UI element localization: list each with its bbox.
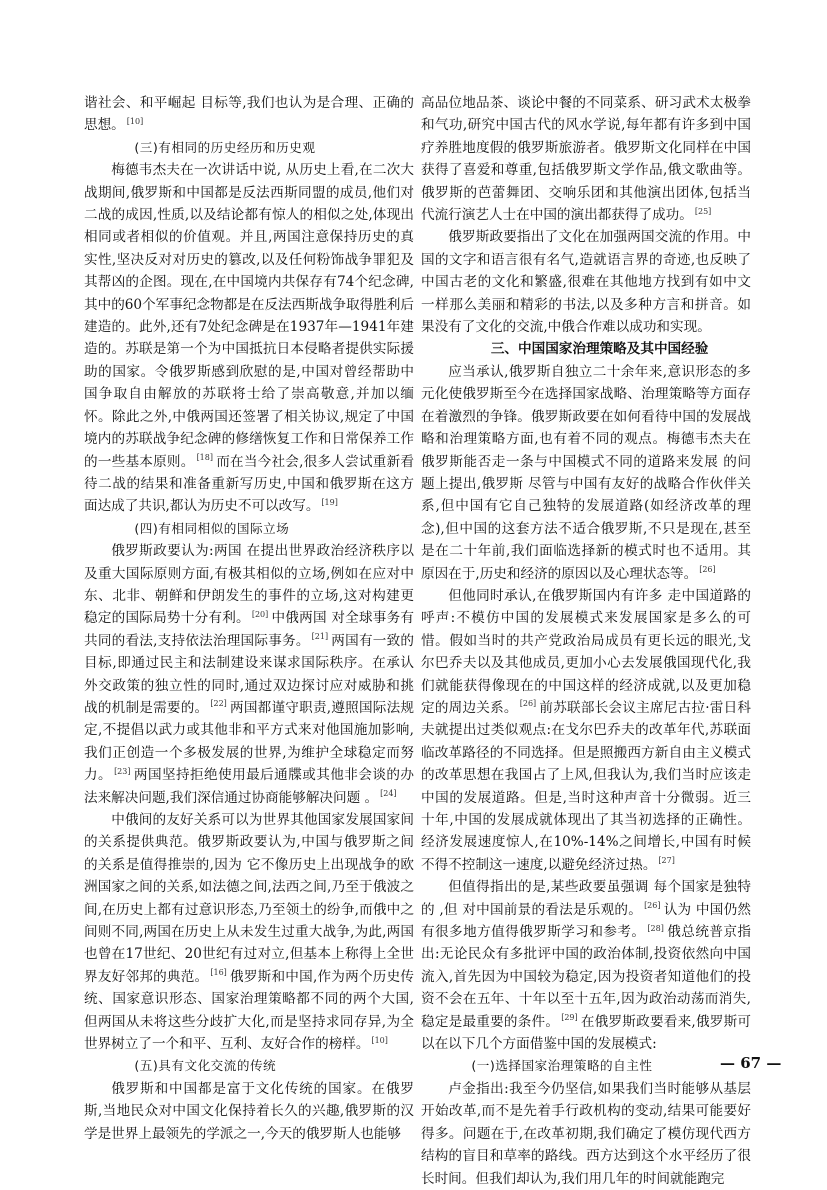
subsection-heading: (四)有相同相似的国际立场: [134, 520, 290, 536]
paragraph: 梅德韦杰夫在一次讲话中说, 从历史上看,在二次大战期间,俄罗斯和中国都是反法西斯同盟的成员,他们对二战的成因,性质,以及结论都有惊人的相似之处,体现出相同或者相似的价值观。并且,两国注意保持历史的真实性,坚决反对对历史的篡改,以及任何粉饰战争罪犯及其帮凶的企图。现在,在中国境内共保存有74个纪念碑,其中的60个军事纪念物都是在反法西斯战争取得胜利后建造的。此外,还有7处纪念碑是在1937年—1941年建造的。苏联是第一个为中国抵抗日本侵略者提供实际援助的国家。令俄罗斯感到欣慰的是,中国对曾经帮助中国争取自由解放的苏联将士给了崇高敬意,并加以缅怀。除此之外,中俄两国还签署了相关协议,规定了中国境内的苏联战争纪念碑的修缮恢复工作和日常保养工作的一些基本原则。 [18] 而在当今社会,很多人尝试重新看待二战的结果和准备重新写历史,中国和俄罗斯在这方面达成了共识,都认为历史不可以改写。 [19]: [84, 162, 415, 515]
paragraph: 谐社会、和平崛起 目标等,我们也认为是合理、正确的思想。 [10]: [84, 95, 414, 134]
paragraph: 中俄间的友好关系可以为世界其他国家发展国家间的关系提供典范。俄罗斯政要认为,中国与俄罗斯之间的关系是值得推崇的,因为 它不像历史上出现战争的欧洲国家之间的关系,如法德之间,法西之间,乃至于俄波之间,在历史上都有过意识形态,乃至领土的纷争,而俄中之间则不同,两国在历史上从未发生过重大战争,为此,两国也曾在17世纪、20世纪有过对立,但基本上称得上全世界友好邻邦的典范。 [16] 俄罗斯和中国,作为两个历史传统、国家意识形态、国家治理策略都不同的两个大国,但两国从未将这些分歧扩大化,而是坚持求同存异,为全世界树立了一个和平、互利、友好合作的榜样。 [10]: [84, 812, 414, 1053]
citation-ref: [26]: [519, 699, 537, 709]
subsection-heading: (三)有相同的历史经历和历史观: [134, 139, 316, 155]
paragraph: 俄罗斯和中国都是富于文化传统的国家。在俄罗斯,当地民众对中国文化保持着长久的兴趣,俄罗斯的汉学是世界上最领先的学派之一,今天的俄罗斯人也能够: [84, 1080, 414, 1142]
citation-ref: [23]: [114, 766, 131, 776]
citation-ref: [20]: [251, 609, 269, 619]
citation-ref: [25]: [694, 206, 712, 216]
citation-ref: [28]: [647, 923, 664, 933]
citation-ref: [10]: [371, 1035, 388, 1045]
paragraph: 应当承认,俄罗斯自独立二十余年来,意识形态的多元化使俄罗斯至今在选择国家战略、治理策略等方面存在着激烈的争锋。俄罗斯政要在如何看待中国的发展战略和治理策略方面,也有着不同的观点。梅德韦杰夫在 俄罗斯能否走一条与中国模式不同的道路来发展 的问题上提出,俄罗斯 尽管与中国有友好的战略合作伙伴关系,但中国有它自己独特的发展道路(如经济改革的理念),但中国的这套方法不适合俄罗斯,不只是现在,甚至是在二十年前,我们面临选择新的模式时也不适用。其原因在于,历史和经济的原因以及心理状态等。 [26]: [421, 363, 751, 582]
citation-ref: [16]: [210, 968, 227, 978]
citation-ref: [18]: [196, 452, 213, 462]
citation-ref: [26]: [644, 901, 661, 911]
left-column: [84, 92, 414, 1145]
citation-ref: [19]: [321, 497, 338, 507]
citation-ref: [10]: [126, 116, 144, 126]
paragraph: 卢金指出:我至今仍坚信,如果我们当时能够从基层开始改革,而不是先着手行政机构的变动,结果可能要好得多。问题在于,在改革初期,我们确定了模仿现代西方结构的盲目和草率的路线。西方达到这个水平经历了很长时间。但我们却认为,我们用几年的时间就能跑完: [421, 1080, 751, 1187]
citation-ref: [26]: [699, 565, 716, 574]
citation-ref: [24]: [380, 789, 397, 799]
paragraph: 俄罗斯政要认为:两国 在提出世界政治经济秩序以及重大国际原则方面,有极其相似的立场,例如在应对中东、北非、朝鲜和伊朗发生的事件的立场,这对构建更稳定的国际局势十分有利。 [20] 中俄两国 对全球事务有共同的看法,支持依法治理国际事务。 [21] 两国有一致的目标,即通过民主和法制建设来谋求国际秩序。在承认外交政策的独立性的同时,通过双边探讨应对威胁和挑战的机制是需要的。 [22] 两国都谨守职责,遵照国际法规定,不提倡以武力或其他非和平方式来对他国施加影响,我们正创造一个多极发展的世界,为维护全球稳定而努力。 [23] 两国坚持拒绝使用最后通牒或其他非会谈的办法来解决问题,我们深信通过协商能够解决问题 。 [24]: [84, 543, 415, 806]
paragraph: 但他同时承认,在俄罗斯国内有许多 走中国道路的呼声:不模仿中国的发展模式来发展国家是多么的可惜。假如当时的共产党政治局成员有更长远的眼光,戈尔巴乔夫以及其他成员,更加小心去发展俄国现代化,我们就能获得像现在的中国这样的经济成就,以及更加稳定的周边关系。 [26] 前苏联部长会议主席尼古拉·雷日科夫就提出过类似观点:在戈尔巴乔夫的改革年代,苏联面临改革路径的不同选择。但是照搬西方新自由主义模式的改革思想在我国占了上风,但我认为,我们当时应该走中国的发展道路。但是,当时这种声音十分微弱。近三十年,中国的发展成就体现出了其当初选择的正确性。经济发展速度惊人,在10%-14%之间增长,中国有时候不得不控制这一速度,以避免经济过热。 [27]: [421, 587, 752, 873]
citation-ref: [21]: [311, 632, 329, 642]
citation-ref: [29]: [561, 1013, 578, 1023]
subsection-heading: (五)具有文化交流的传统: [134, 1058, 277, 1074]
citation-ref: [22]: [210, 699, 227, 709]
page-number: — 67 —: [720, 1054, 782, 1072]
right-column: [421, 92, 751, 1190]
paragraph: 俄罗斯政要指出了文化在加强两国交流的作用。中国的文字和语言很有名气,造就语言界的奇迹,也反映了中国古老的文化和繁盛,很难在其他地方找到有如中文一样那么美丽和精彩的书法,以及多种方言和拼音。如果没有了文化的交流,中俄合作难以成功和实现。: [421, 229, 751, 336]
section-heading: 三、中国国家治理策略及其中国经验: [490, 341, 709, 358]
subsection-heading: (一)选择国家治理策略的自主性: [471, 1058, 653, 1074]
paragraph: 高品位地品茶、谈论中餐的不同菜系、研习武术太极拳和气功,研究中国古代的风水学说,每年都有许多到中国疗养胜地度假的俄罗斯旅游者。俄罗斯文化同样在中国获得了喜爱和尊重,包括俄罗斯文学作品,俄文歌曲等。俄罗斯的芭蕾舞团、交响乐团和其他演出团体,包括当代流行演艺人士在中国的演出都获得了成功。 [25]: [421, 95, 751, 224]
paragraph: 但值得指出的是,某些政要虽强调 每个国家是独特的 ,但 对中国前景的看法是乐观的。 [26] 认为 中国仍然有很多地方值得俄罗斯学习和参考。 [28] 俄总统普京指出:无论民众有多批评中国的政治体制,投资依然向中国流入,首先因为中国较为稳定,因为投资者知道他们的投资不会在五年、十年以至十五年,因为政治动荡而消失,稳定是最重要的条件。 [29] 在俄罗斯政要看来,俄罗斯可以在以下几个方面借鉴中国的发展模式:: [421, 879, 752, 1053]
citation-ref: [27]: [658, 856, 675, 866]
